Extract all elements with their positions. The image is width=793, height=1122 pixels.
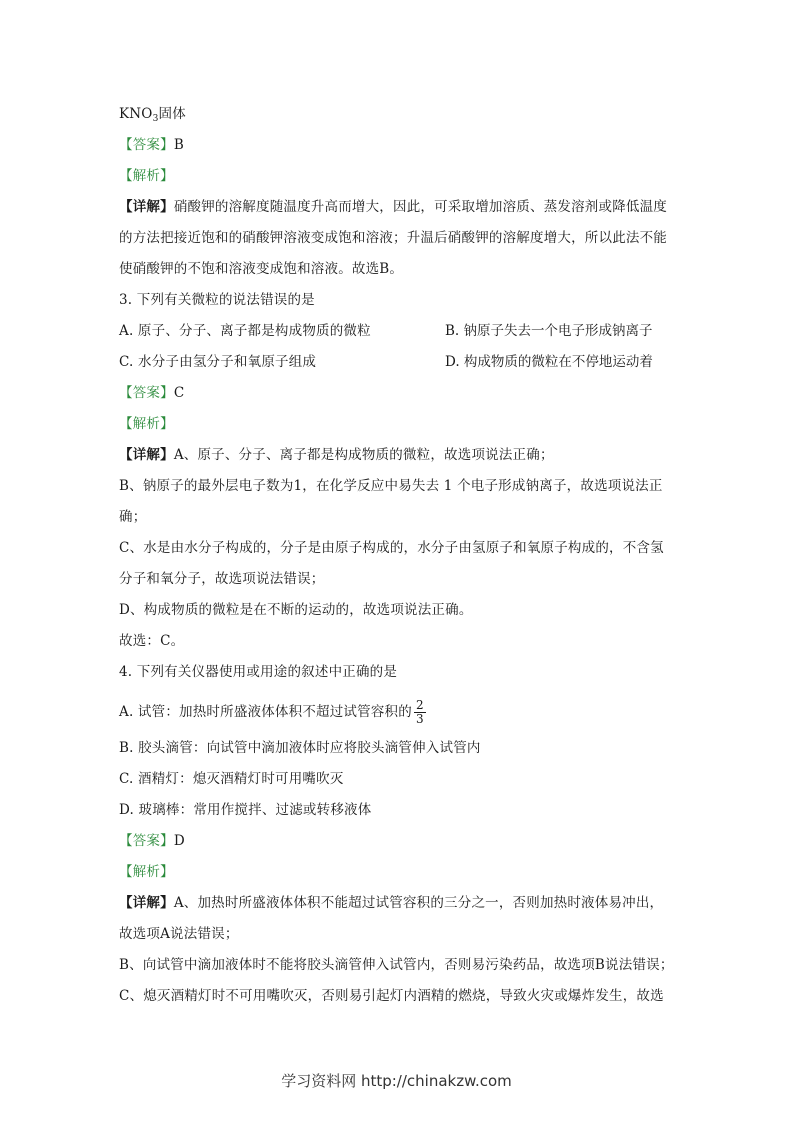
q2-detail-text: 硝酸钾的溶解度随温度升高而增大，因此，可采取增加溶质、蒸发溶剂或降低温度 — [173, 199, 668, 215]
answer-tag: 【答案】 — [119, 137, 174, 153]
fraction — [414, 699, 426, 726]
formula-suffix: 固体 — [158, 106, 186, 122]
q3-detail-line-1 — [119, 445, 554, 465]
detail-tag: 【详解】 — [119, 199, 174, 215]
q4-detail-text: A、加热时所盛液体体积不能超过试管容积的三分之一，否则加热时液体易冲出， — [173, 895, 664, 911]
q3-detail-line-2: B、钠原子的最外层电子数为1，在化学反应中易失去 1 个电子形成钠离子，故选项说法正 — [119, 478, 663, 494]
q3-detail-text: A、原子、分子、离子都是构成物质的微粒，故选项说法正确； — [173, 447, 554, 463]
formula-subscript: 3 — [152, 114, 159, 124]
q4-answer-line — [119, 831, 185, 851]
q4-detail-line-1 — [119, 893, 663, 913]
q4-stem: 4. 下列有关仪器使用或用途的叙述中正确的是 — [119, 664, 398, 680]
detail-tag: 【详解】 — [119, 895, 174, 911]
q2-answer-line — [119, 135, 184, 155]
q3-conclusion: 故选：C。 — [119, 633, 185, 649]
q4-analysis-tag: 【解析】 — [119, 864, 174, 880]
q4-detail-line-4: C、熄灭酒精灯时不可用嘴吹灭，否则易引起灯内酒精的燃烧，导致火灾或爆炸发生，故选 — [119, 988, 664, 1004]
q2-detail-line-1 — [119, 197, 667, 217]
q2-detail-line-2: 的方法把接近饱和的硝酸钾溶液变成饱和溶液；升温后硝酸钾的溶解度增大，所以此法不能 — [119, 230, 667, 246]
q2-analysis-tag: 【解析】 — [119, 168, 174, 184]
q4-option-d: D. 玻璃棒：常用作搅拌、过滤或转移液体 — [119, 802, 372, 818]
detail-tag: 【详解】 — [119, 447, 174, 463]
q3-option-d: D. 构成物质的微粒在不停地运动着 — [445, 354, 653, 370]
q4-answer: D — [173, 833, 185, 849]
q3-stem: 3. 下列有关微粒的说法错误的是 — [119, 292, 315, 308]
q3-option-c: C. 水分子由氢分子和氧原子组成 — [119, 354, 317, 370]
q2-detail-line-3: 使硝酸钾的不饱和溶液变成饱和溶液。故选B。 — [119, 261, 404, 277]
q2-answer: B — [173, 137, 184, 153]
q3-detail-line-3: 确； — [119, 509, 147, 525]
formula-text: KNO — [119, 106, 153, 122]
q4-option-a — [119, 699, 426, 726]
q3-answer: C — [173, 385, 185, 401]
fraction-numerator: 2 — [415, 698, 424, 712]
q4-option-b: B. 胶头滴管：向试管中滴加液体时应将胶头滴管伸入试管内 — [119, 740, 481, 756]
q3-detail-line-6: D、构成物质的微粒是在不断的运动的，故选项说法正确。 — [119, 602, 473, 618]
footer-watermark: 学习资料网 http://chinakzw.com — [281, 1072, 512, 1090]
kno3-line — [119, 104, 186, 129]
q3-detail-line-4: C、水是由水分子构成的，分子是由原子构成的，水分子由氢原子和氧原子构成的，不含氢 — [119, 540, 664, 556]
q3-detail-line-5: 分子和氧分子，故选项说法错误； — [119, 571, 325, 587]
q4-option-a-text: A. 试管：加热时所盛液体体积不超过试管容积的 — [119, 704, 412, 720]
q4-option-c: C. 酒精灯：熄灭酒精灯时可用嘴吹灭 — [119, 771, 344, 787]
answer-tag: 【答案】 — [119, 385, 174, 401]
q4-detail-line-3: B、向试管中滴加液体时不能将胶头滴管伸入试管内，否则易污染药品，故选项B说法错误； — [119, 957, 674, 973]
q3-option-a: A. 原子、分子、离子都是构成物质的微粒 — [119, 323, 371, 339]
answer-tag: 【答案】 — [119, 833, 174, 849]
q3-analysis-tag: 【解析】 — [119, 416, 174, 432]
q3-option-b: B. 钠原子失去一个电子形成钠离子 — [445, 323, 653, 339]
q3-answer-line — [119, 383, 184, 403]
fraction-denominator: 3 — [415, 712, 424, 726]
q4-detail-line-2: 故选项A说法错误； — [119, 926, 239, 942]
